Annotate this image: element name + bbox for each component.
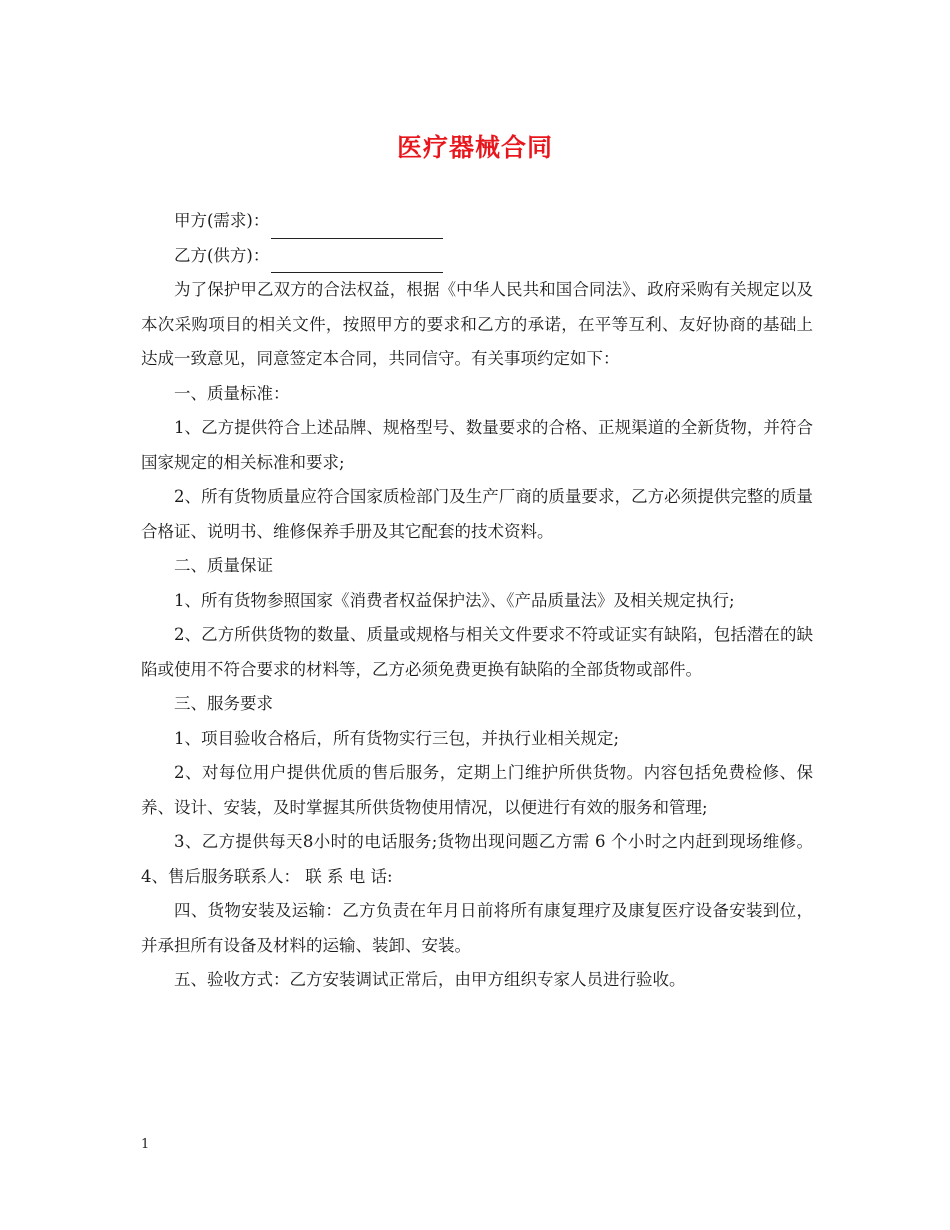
preamble-paragraph: 为了保护甲乙双方的合法权益，根据《中华人民共和国合同法》、政府采购有关规定以及本次采购项目的相关文件，按照甲方的要求和乙方的承诺，在平等互利、友好协商的基础上达成一致意见，同意签定本合同，共同信守。有关事项约定如下： [141,280,813,368]
party-b-blank-field [271,253,443,273]
section-heading-quality-standard: 一、质量标准： [174,383,290,403]
party-b-line [141,239,813,274]
clause-paragraph: 2、所有货物质量应符合国家质检部门及生产厂商的质量要求，乙方必须提供完整的质量合格证、说明书、维修保养手册及其它配套的技术资料。 [141,487,813,541]
page-title: 医疗器械合同 [396,133,553,162]
party-b-label: 乙方(供方)： [174,245,270,265]
party-a-line [141,204,813,239]
clause-paragraph: 3、乙方提供每天8小时的电话服务;货物出现问题乙方需 6 个小时之内赶到现场维修。 4、售后服务联系人： 联 系 电 话: [141,832,819,886]
clause-paragraph: 1、所有货物参照国家《消费者权益保护法》、《产品质量法》及相关规定执行; [174,590,735,610]
clause-paragraph: 1、项目验收合格后，所有货物实行三包，并执行业相关规定; [174,728,620,748]
party-a-label: 甲方(需求)： [174,211,270,230]
clause-paragraph: 2、乙方所供货物的数量、质量或规格与相关文件要求不符或证实有缺陷，包括潜在的缺陷或使用不符合要求的材料等，乙方必须免费更换有缺陷的全部货物或部件。 [141,625,813,679]
clause-paragraph: 2、对每位用户提供优质的售后服务，定期上门维护所供货物。内容包括免费检修、保养、设计、安装，及时掌握其所供货物使用情况，以便进行有效的服务和管理; [141,763,813,817]
section-heading-quality-guarantee: 二、质量保证 [174,556,273,575]
section-heading-service-requirements: 三、服务要求 [174,694,273,713]
section-installation-transport: 四、货物安装及运输：乙方负责在年月日前将所有康复理疗及康复医疗设备安装到位，并承担所有设备及材料的运输、装卸、安装。 [141,901,813,955]
section-acceptance-method: 五、验收方式：乙方安装调试正常后，由甲方组织专家人员进行验收。 [174,970,686,989]
clause-paragraph: 1、乙方提供符合上述品牌、规格型号、数量要求的合格、正规渠道的全新货物，并符合国家规定的相关标准和要求; [141,418,813,472]
party-a-blank-field [271,219,443,239]
page-number: 1 [141,1137,150,1152]
document-body [141,204,819,998]
